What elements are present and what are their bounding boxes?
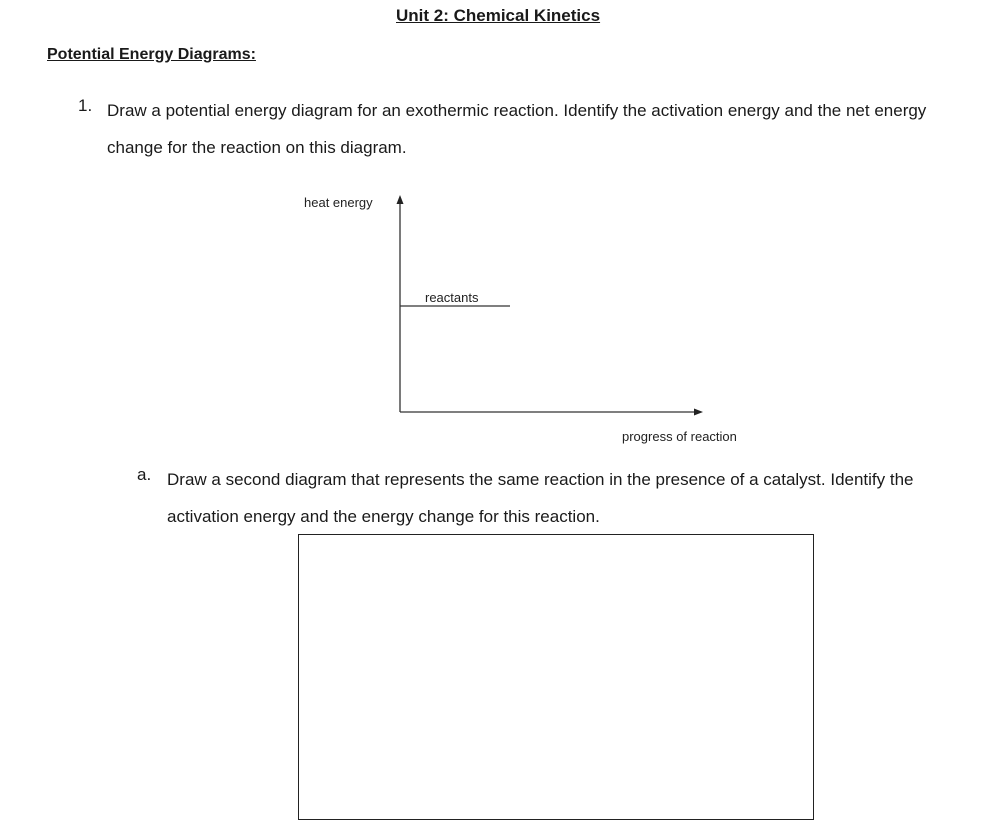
answer-drawing-box[interactable]	[298, 534, 814, 820]
question-text: Draw a potential energy diagram for an exothermic reaction. Identify the activation energy and the net energy change for the reaction on this diagram.	[107, 101, 927, 157]
x-axis-label: progress of reaction	[622, 429, 737, 444]
y-axis-label: heat energy	[304, 195, 373, 210]
page-title: Unit 2: Chemical Kinetics	[396, 6, 601, 25]
question-number: 1.	[78, 96, 93, 115]
section-heading: Potential Energy Diagrams:	[47, 46, 256, 63]
sub-question-text: Draw a second diagram that represents the same reaction in the presence of a catalyst. Identify the activation energy and the energy change for this reaction.	[167, 470, 914, 526]
sub-question-letter: a.	[137, 465, 152, 484]
reactants-label: reactants	[425, 290, 479, 305]
y-axis-arrowhead	[397, 195, 404, 204]
x-axis-arrowhead	[694, 409, 703, 416]
